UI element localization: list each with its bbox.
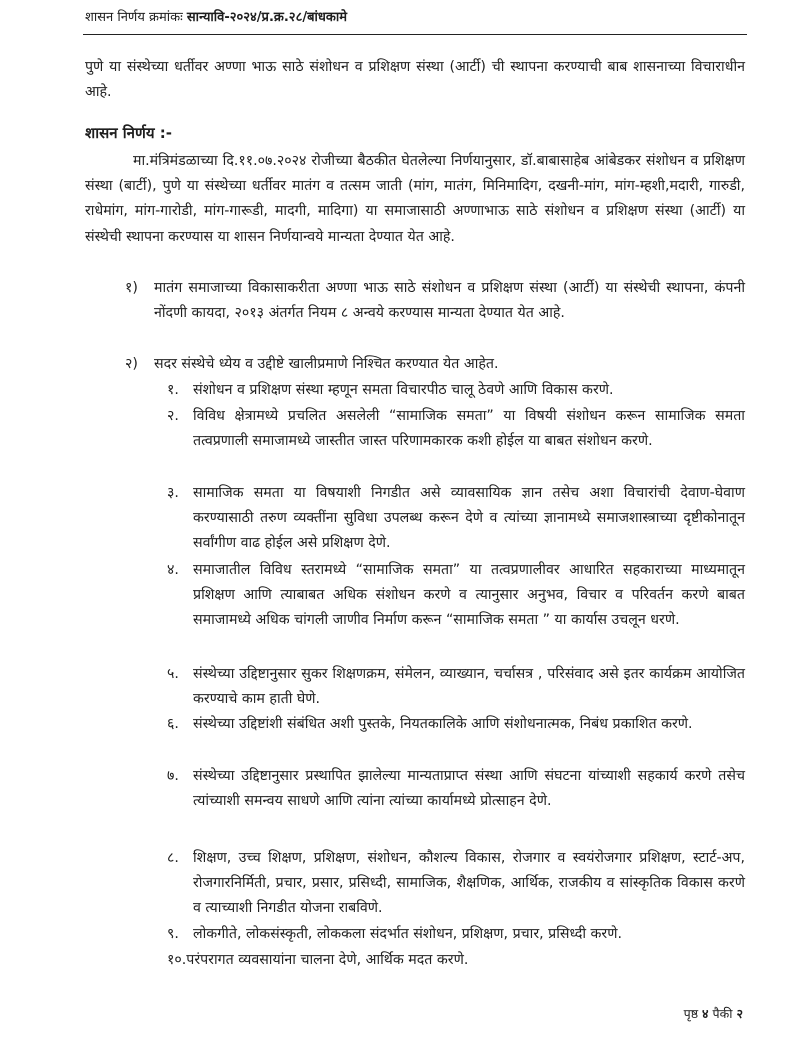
page-footer: [684, 1004, 743, 1024]
intro-paragraph: पुणे या संस्थेच्या धर्तीवर अण्णा भाऊ साठे संशोधन व प्रशिक्षण संस्था (आर्टी) ची स्थापना करण्याची बाब शासनाच्या विचाराधीन आहे.: [85, 59, 745, 100]
objective-item: [167, 922, 745, 947]
document-header: [85, 8, 745, 28]
objective-item: [167, 948, 745, 973]
footer-total-pages: २: [736, 1006, 743, 1021]
objective-number: ७.: [167, 768, 179, 784]
objective-text: संस्थेच्या उद्दिष्टानुसार प्रस्थापित झालेल्या मान्यताप्राप्त संस्था आणि संघटना यांच्याशी सहकार्य करणे तसेच त्यांच्याशी समन्वय साधणे आणि त्यांना त्यांच्या कार्यामध्ये प्रोत्साहन देणे.: [193, 768, 745, 810]
item-number: १): [125, 280, 138, 296]
objective-item: [167, 404, 745, 454]
objective-number: १.: [167, 382, 179, 398]
objective-item: [167, 662, 745, 712]
item-number: २): [125, 356, 138, 372]
objective-item: [167, 846, 745, 922]
decision-paragraph: मा.मंत्रिमंडळाच्या दि.११.०७.२०२४ रोजीच्या बैठकीत घेतलेल्या निर्णयानुसार, डॉ.बाबासाहेब आंबेडकर संशोधन व प्रशिक्षण संस्था (बार्टी), पुणे या संस्थेच्या धर्तीवर मातंग व तत्सम जाती (मांग, मातंग, मिनिमादिग, दखनी-मांग, मांग-म्हशी,मदारी, गारुडी, राधेमांग, मांग-गारोडी, मांग-गारूडी, मादगी, मादिगा) या समाजासाठी अण्णाभाऊ साठे संशोधन व प्रशिक्षण संस्था (आर्टी) या संस्थेची स्थापना करण्यास या शासन निर्णयान्वये मान्यता देण्यात येत आहे.: [85, 153, 745, 245]
objective-text: १०.परंपरागत व्यवसायांना चालना देणे, आर्थिक मदत करणे.: [167, 952, 469, 968]
numbered-item: [85, 276, 745, 326]
header-label: शासन निर्णय क्रमांकः: [85, 10, 183, 25]
section-heading: शासन निर्णय :-: [85, 124, 172, 142]
objective-text: लोकगीते, लोकसंस्कृती, लोककला संदर्भात संशोधन, प्रशिक्षण, प्रचार, प्रसिध्दी करणे.: [193, 926, 623, 942]
footer-label: पृष्ठ: [683, 1006, 699, 1021]
objective-item: [167, 378, 745, 403]
header-reference: सान्यावि-२०२४/प्र.क्र.२८/बांधकामे: [186, 10, 347, 25]
objective-number: ९.: [167, 926, 179, 942]
item-text: सदर संस्थेचे ध्येय व उद्दीष्टे खालीप्रमाणे निश्चित करण्यात येत आहेत.: [154, 356, 499, 372]
objective-text: संशोधन व प्रशिक्षण संस्था म्हणून समता विचारपीठ चालू ठेवणे आणि विकास करणे.: [193, 382, 614, 398]
objective-item: [167, 712, 745, 737]
objective-number: २.: [167, 408, 179, 424]
numbered-item: [85, 352, 745, 377]
item-text: मातंग समाजाच्या विकासाकरीता अण्णा भाऊ साठे संशोधन व प्रशिक्षण संस्था (आर्टी) या संस्थेची स्थापना, कंपनी नोंदणी कायदा, २०१३ अंतर्गत नियम ८ अन्वये करण्यास मान्यता देण्यात येत आहे.: [154, 280, 745, 322]
objective-text: संस्थेच्या उद्दिष्टानुसार सुकर शिक्षणक्रम, संमेलन, व्याख्यान, चर्चासत्र , परिसंवाद असे इतर कार्यक्रम आयोजित करण्याचे काम हाती घेणे.: [193, 666, 745, 708]
objective-text: संस्थेच्या उद्दिष्टांशी संबंधित अशी पुस्तके, नियतकालिके आणि संशोधनात्मक, निबंध प्रकाशित करणे.: [193, 716, 693, 732]
objective-item: [167, 481, 745, 557]
objective-text: विविध क्षेत्रामध्ये प्रचलित असलेली “सामाजिक समता” या विषयी संशोधन करून सामाजिक समता तत्वप्रणाली समाजामध्ये जास्तीत जास्त परिणामकारक कशी होईल या बाबत संशोधन करणे.: [193, 408, 745, 450]
objective-number: ८.: [167, 850, 179, 866]
objective-item: [167, 764, 745, 814]
objective-number: ४.: [167, 562, 179, 578]
objective-text: सामाजिक समता या विषयाशी निगडीत असे व्यावसायिक ज्ञान तसेच अशा विचारांची देवाण-घेवाण करण्यासाठी तरुण व्यक्तींना सुविधा उपलब्ध करून देणे व त्यांच्या ज्ञानामध्ये समाजशास्त्राच्या दृष्टीकोनातून सर्वांगीण वाढ होईल असे प्रशिक्षण देणे.: [193, 485, 745, 552]
objective-number: ५.: [167, 666, 179, 682]
objective-text: समाजातील विविध स्तरामध्ये “सामाजिक समता” या तत्वप्रणालीवर आधारित सहकाराच्या माध्यमातून प्रशिक्षण आणि त्याबाबत अधिक संशोधन करणे व त्यानुसार अनुभव, विचार व परिवर्तन करणे बाबत समाजामध्ये अधिक चांगली जाणीव निर्माण करून “सामाजिक समता ” या कार्यास उचलून धरणे.: [193, 562, 745, 629]
objective-number: ६.: [167, 716, 179, 732]
objective-number: ३.: [167, 485, 179, 501]
footer-page-number: ४: [702, 1006, 709, 1021]
objective-text: शिक्षण, उच्च शिक्षण, प्रशिक्षण, संशोधन, कौशल्य विकास, रोजगार व स्वयंरोजगार प्रशिक्षण, स्टार्ट-अप, रोजगारनिर्मिती, प्रचार, प्रसार, प्रसिध्दी, सामाजिक, शैक्षणिक, आर्थिक, राजकीय व सांस्कृतिक विकास करणे व त्याच्याशी निगडीत योजना राबविणे.: [193, 850, 745, 917]
objective-item: [167, 558, 745, 634]
header-divider: [83, 34, 747, 35]
footer-of: पैकी: [712, 1006, 733, 1021]
